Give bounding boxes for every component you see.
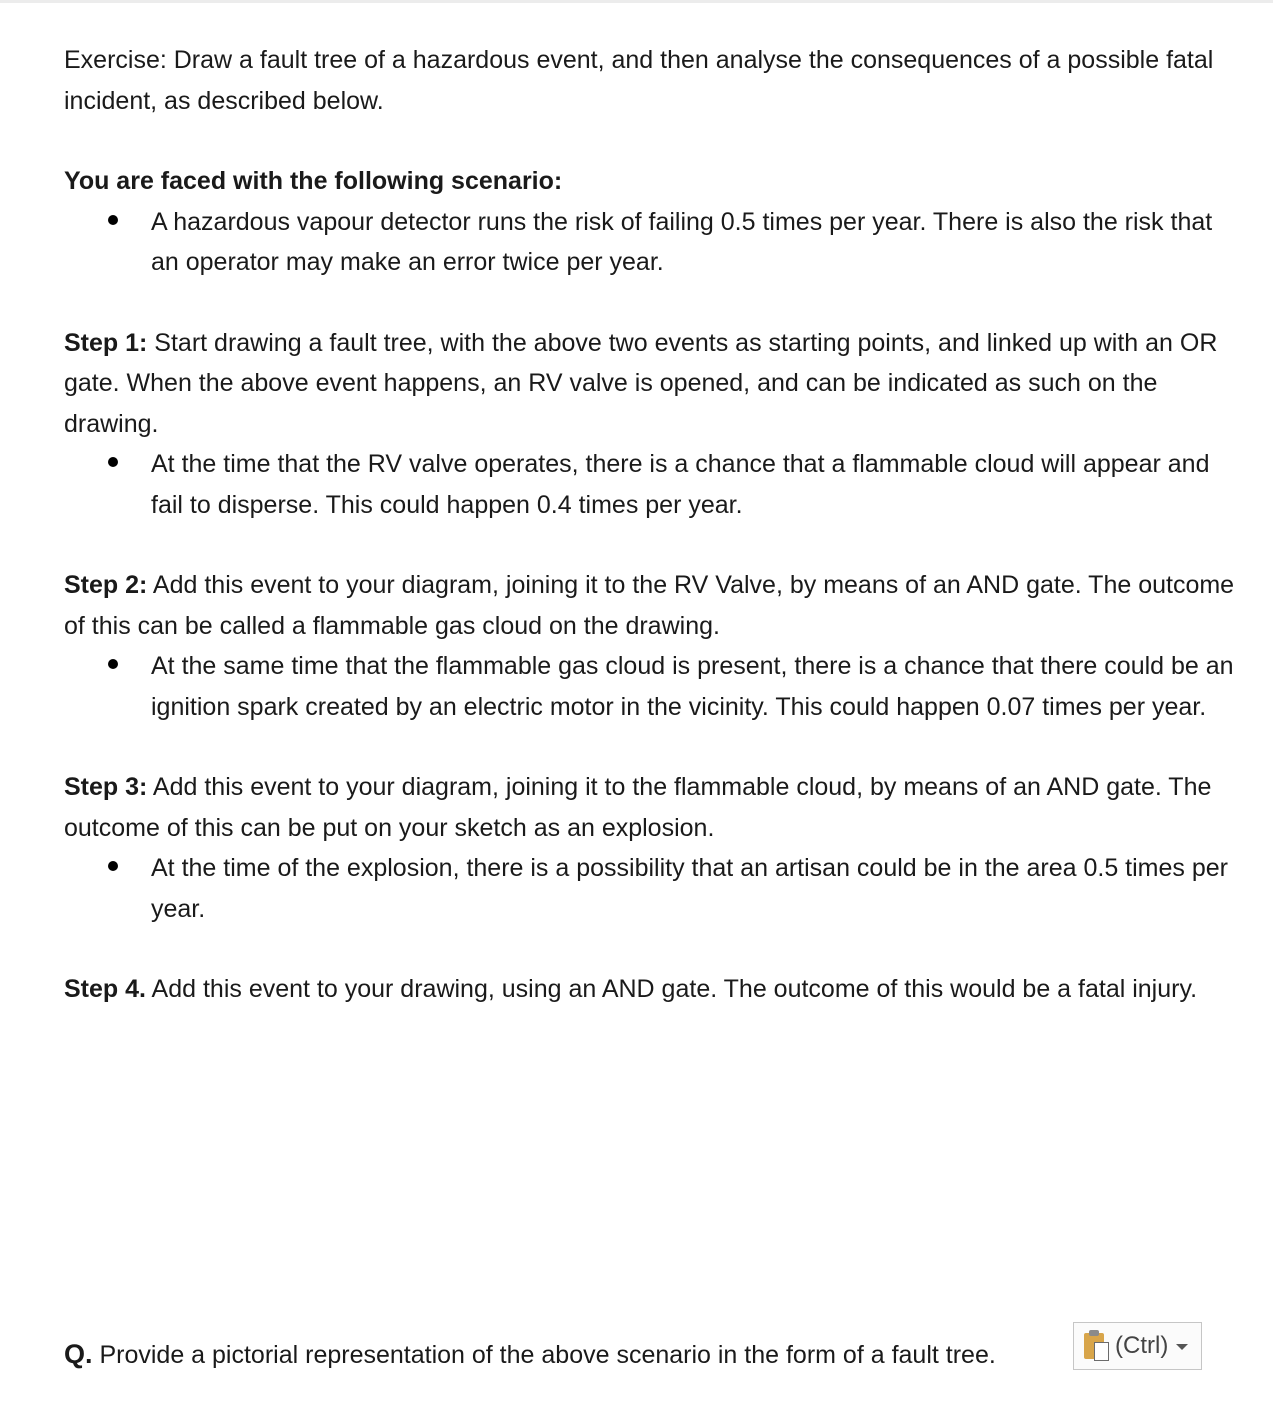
step-3-label: Step 3:: [64, 773, 148, 801]
bullet-item-2: [64, 444, 1239, 525]
bullet-dot: [108, 861, 118, 871]
step-1-paragraph: [64, 323, 1239, 445]
document-body: [64, 40, 1239, 1010]
step-4-paragraph: [64, 969, 1239, 1010]
bullet-item-3: [64, 646, 1239, 727]
paste-options-label: (Ctrl): [1115, 1332, 1169, 1359]
clipboard-icon: [1082, 1329, 1112, 1363]
step-1-text: Start drawing a fault tree, with the above two events as starting points, and linked up with an OR gate. When the above event happens, an RV valve is opened, and can be indicated as such on the drawing.: [64, 328, 1218, 438]
bullet-dot: [108, 659, 118, 669]
bullet-dot: [108, 215, 118, 225]
bullet-text: At the same time that the flammable gas cloud is present, there is a chance that there could be an ignition spark created by an electric motor in the vicinity. This could happen 0.07 times per year.: [151, 652, 1234, 721]
step-2-label: Step 2:: [64, 571, 148, 599]
step-2-text: Add this event to your diagram, joining it to the RV Valve, by means of an AND gate. The outcome of this can be called a flammable gas cloud on the drawing.: [64, 571, 1235, 640]
step-2-paragraph: [64, 565, 1239, 646]
step-4-label: Step 4.: [64, 975, 146, 1003]
question-label: Q.: [64, 1339, 93, 1369]
intro-paragraph: Exercise: Draw a fault tree of a hazardous event, and then analyse the consequences of a possible fatal incident, as described below.: [64, 46, 1214, 115]
bullet-text: At the time that the RV valve operates, there is a chance that a flammable cloud will appear and fail to disperse. This could happen 0.4 times per year.: [151, 450, 1210, 519]
question-paragraph: [64, 1334, 996, 1375]
step-3-text: Add this event to your diagram, joining it to the flammable cloud, by means of an AND gate. The outcome of this can be put on your sketch as an explosion.: [64, 773, 1212, 842]
question-text: Provide a pictorial representation of the above scenario in the form of a fault tree.: [92, 1341, 996, 1369]
paste-options-button[interactable]: [1073, 1322, 1202, 1370]
bullet-text: A hazardous vapour detector runs the risk of failing 0.5 times per year. There is also the risk that an operator may make an error twice per year.: [151, 207, 1213, 276]
page-top-edge: [0, 0, 1273, 3]
bullet-text: At the time of the explosion, there is a possibility that an artisan could be in the area 0.5 times per year.: [151, 854, 1228, 923]
step-4-text: Add this event to your drawing, using an AND gate. The outcome of this would be a fatal injury.: [145, 975, 1198, 1003]
bullet-dot: [108, 457, 118, 467]
scenario-heading: You are faced with the following scenario:: [64, 167, 563, 195]
bullet-item-4: [64, 848, 1239, 929]
dropdown-caret-icon: [1176, 1344, 1188, 1350]
step-3-paragraph: [64, 767, 1239, 848]
bullet-item-1: [64, 202, 1239, 283]
step-1-label: Step 1:: [64, 328, 148, 357]
